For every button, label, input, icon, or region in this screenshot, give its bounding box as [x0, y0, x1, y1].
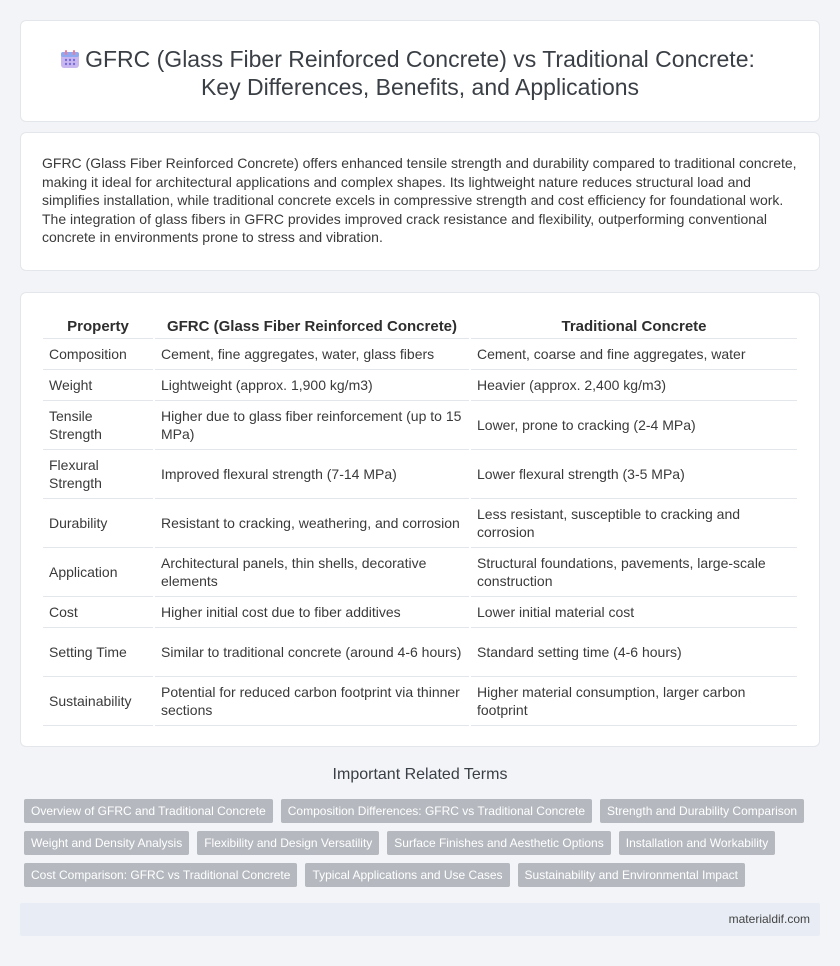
row-gfrc-value: Improved flexural strength (7-14 MPa) — [155, 450, 469, 499]
page-title — [21, 45, 819, 101]
header-traditional: Traditional Concrete — [471, 313, 797, 339]
row-property: Tensile Strength — [43, 401, 153, 450]
row-traditional-value: Heavier (approx. 2,400 kg/m3) — [471, 370, 797, 401]
row-property: Composition — [43, 339, 153, 370]
row-gfrc-value: Architectural panels, thin shells, decorative elements — [155, 548, 469, 597]
row-property: Weight — [43, 370, 153, 401]
row-property: Setting Time — [43, 628, 153, 677]
related-term-tag[interactable]: Composition Differences: GFRC vs Traditional Concrete — [281, 799, 592, 823]
table-row — [43, 339, 797, 370]
row-gfrc-value: Lightweight (approx. 1,900 kg/m3) — [155, 370, 469, 401]
comparison-table — [41, 313, 799, 726]
row-traditional-value: Cement, coarse and fine aggregates, water — [471, 339, 797, 370]
row-property: Durability — [43, 499, 153, 548]
row-traditional-value: Lower flexural strength (3-5 MPa) — [471, 450, 797, 499]
related-term-tag[interactable]: Installation and Workability — [619, 831, 776, 855]
related-term-tag[interactable]: Surface Finishes and Aesthetic Options — [387, 831, 610, 855]
related-terms-list — [24, 799, 814, 895]
header-property: Property — [43, 313, 153, 339]
footer-site-link[interactable]: materialdif.com — [728, 912, 810, 926]
row-property: Application — [43, 548, 153, 597]
related-term-tag[interactable]: Sustainability and Environmental Impact — [518, 863, 745, 887]
table-row — [43, 499, 797, 548]
header-gfrc: GFRC (Glass Fiber Reinforced Concrete) — [155, 313, 469, 339]
table-row — [43, 450, 797, 499]
page-title-line-2: Key Differences, Benefits, and Applications — [200, 74, 640, 100]
row-traditional-value: Lower, prone to cracking (2-4 MPa) — [471, 401, 797, 450]
intro-paragraph: GFRC (Glass Fiber Reinforced Concrete) offers enhanced tensile strength and durability compared to traditional concrete, making it ideal for architectural applications and complex shapes. Its lightweight nature reduces structural load and simplifies installation, while traditional concrete excels in compressive strength and cost efficiency for foundational work. The integration of glass fibers in GFRC provides improved crack resistance and flexibility, outperforming conventional concrete in environments prone to stress and vibration. — [42, 155, 797, 245]
row-traditional-value: Standard setting time (4-6 hours) — [471, 628, 797, 677]
row-traditional-value: Less resistant, susceptible to cracking and corrosion — [471, 499, 797, 548]
row-gfrc-value: Potential for reduced carbon footprint via thinner sections — [155, 677, 469, 726]
header-card — [20, 20, 820, 122]
row-property: Flexural Strength — [43, 450, 153, 499]
row-gfrc-value: Higher due to glass fiber reinforcement (up to 15 MPa) — [155, 401, 469, 450]
row-gfrc-value: Similar to traditional concrete (around 4-6 hours) — [155, 628, 469, 677]
related-terms-heading: Important Related Terms — [332, 766, 508, 783]
row-gfrc-value: Resistant to cracking, weathering, and corrosion — [155, 499, 469, 548]
table-row — [43, 401, 797, 450]
related-term-tag[interactable]: Strength and Durability Comparison — [600, 799, 804, 823]
row-gfrc-value: Cement, fine aggregates, water, glass fibers — [155, 339, 469, 370]
row-traditional-value: Structural foundations, pavements, large-scale construction — [471, 548, 797, 597]
row-property: Sustainability — [43, 677, 153, 726]
page-title-line-1: GFRC (Glass Fiber Reinforced Concrete) vs Traditional Concrete: — [85, 46, 755, 72]
table-row — [43, 628, 797, 677]
related-term-tag[interactable]: Flexibility and Design Versatility — [197, 831, 379, 855]
comparison-table-card — [20, 292, 820, 747]
row-traditional-value: Higher material consumption, larger carbon footprint — [471, 677, 797, 726]
related-term-tag[interactable]: Overview of GFRC and Traditional Concrete — [24, 799, 273, 823]
row-gfrc-value: Higher initial cost due to fiber additives — [155, 597, 469, 628]
row-traditional-value: Lower initial material cost — [471, 597, 797, 628]
table-header-row — [43, 313, 797, 339]
related-term-tag[interactable]: Cost Comparison: GFRC vs Traditional Concrete — [24, 863, 297, 887]
row-property: Cost — [43, 597, 153, 628]
footer — [20, 903, 820, 936]
related-term-tag[interactable]: Weight and Density Analysis — [24, 831, 189, 855]
table-row — [43, 597, 797, 628]
related-term-tag[interactable]: Typical Applications and Use Cases — [305, 863, 509, 887]
table-row — [43, 677, 797, 726]
table-row — [43, 370, 797, 401]
intro-card — [20, 132, 820, 271]
table-row — [43, 548, 797, 597]
